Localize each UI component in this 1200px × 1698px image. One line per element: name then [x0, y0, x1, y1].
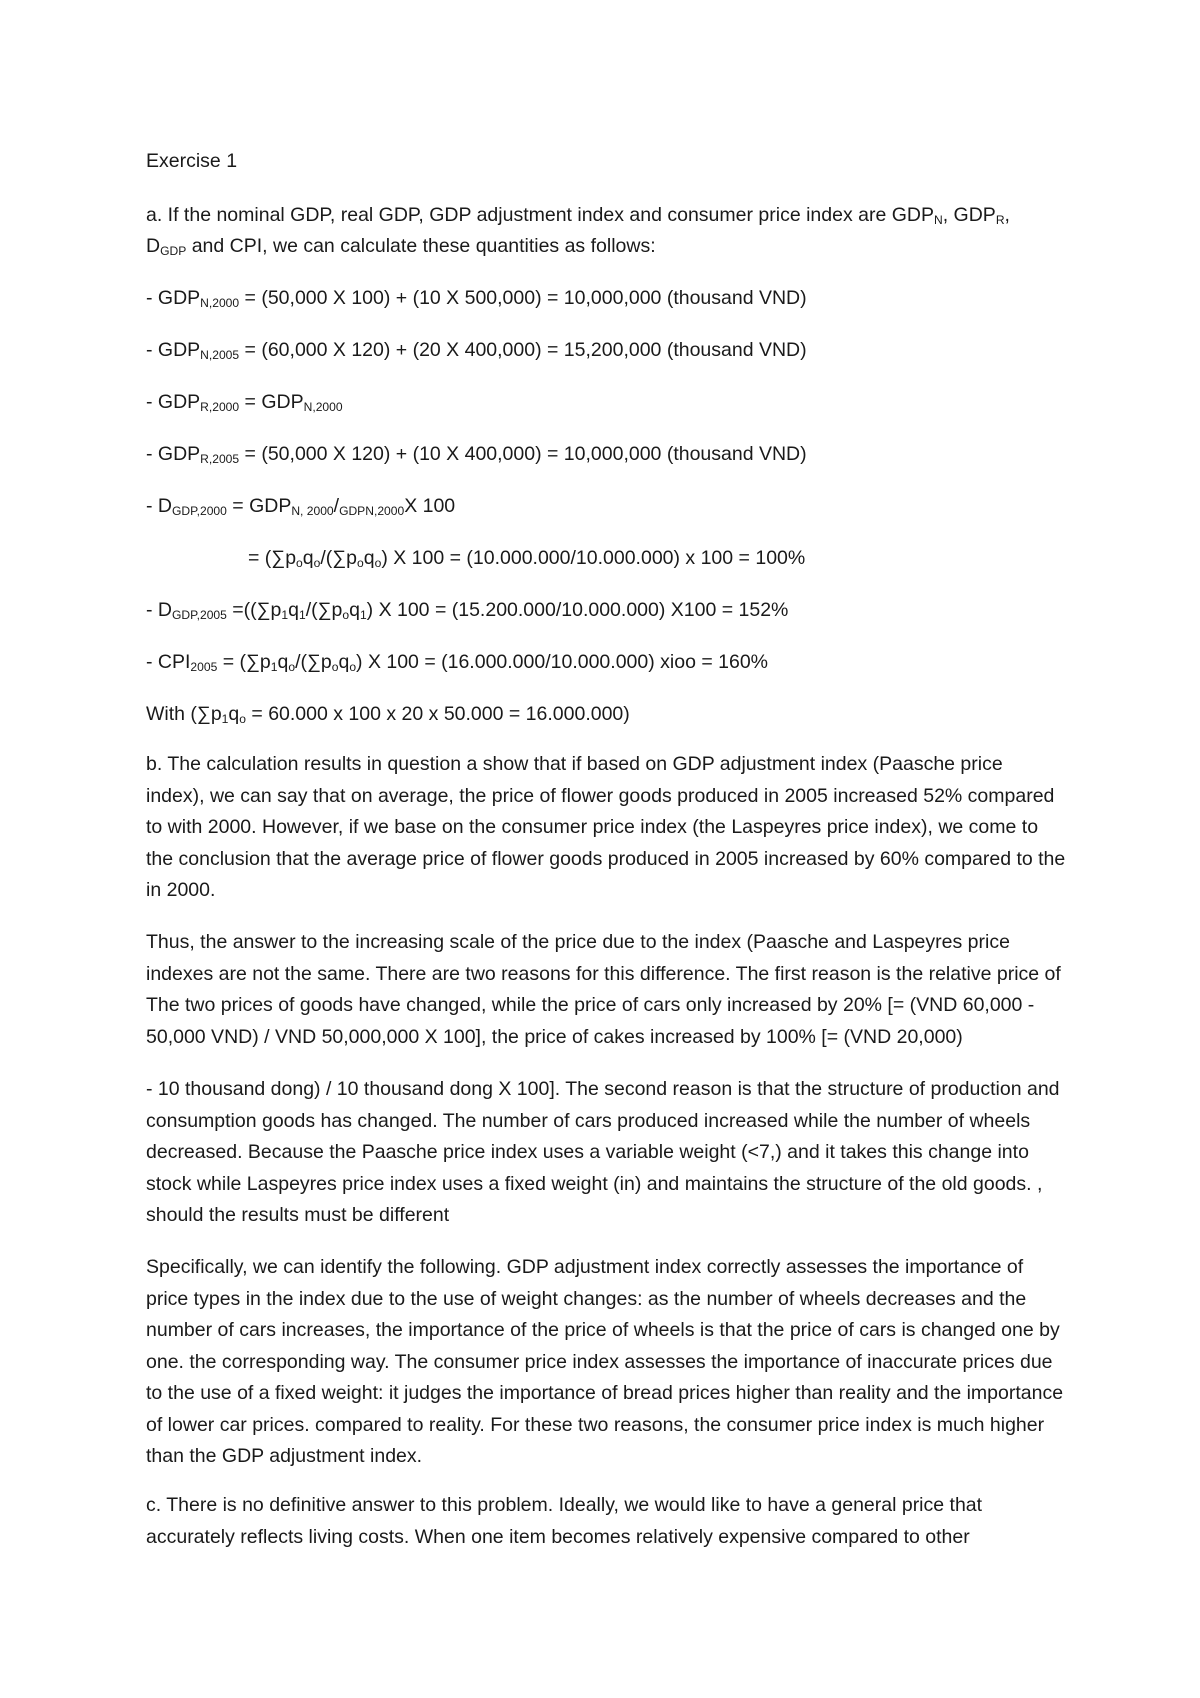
intro-line-2: $D_{GDP}$ and CPI, we can calculate these quantities as follows: — [146, 235, 656, 259]
intro-line-1: a. If the nominal GDP, real GDP, GDP adjustment index and consumer price index are $GDP_N$, $GDP_R$, — [146, 204, 1010, 228]
paragraph-b: b. The calculation results in question a show that if based on GDP adjustment index (Paasche price index), we can say that on average, the price of flower goods produced in 2005 increased 52% compared to with 2000. However, if we base on the consumer price index (the Laspeyres price index), we come to the conclusion that the average price of flower goods produced in 2005 increased by 60% compared to the in 2000. — [146, 753, 1066, 901]
equation-cpi-2005: - $CPI_{2005} = (\sum p_1q_o/(\sum p_oq_o)$ X 100 = (16.000.000/10.000.000) xioo = 160% — [146, 651, 769, 675]
paragraph-specifically: Specifically, we can identify the following. GDP adjustment index correctly assesses the importance of price types in the index due to the use of weight changes: as the number of wheels decreases and the number of cars increases, the importance of the price of wheels is that the price of cars is changed one by one. the corresponding way. The consumer price index assesses the importance of inaccurate prices due to the use of a fixed weight: it judges the importance of bread prices higher than reality and the importance of lower car prices. compared to reality. For these two reasons, the consumer price index is much higher than the GDP adjustment index. — [146, 1256, 1064, 1467]
paragraph-c: c. There is no definitive answer to this problem. Ideally, we would like to have a general price that accurately reflects living costs. When one item becomes relatively expensive compared to other — [146, 1494, 983, 1548]
paragraph-thus: Thus, the answer to the increasing scale of the price due to the index (Paasche and Laspeyres price indexes are not the same. There are two reasons for this difference. The first reason is the relative price of The two prices of goods have changed, while the price of cars only increased by 20% [= (VND 60,000 - 50,000 VND) / VND 50,000,000 X 100], the price of cakes increased by 100% [= (VND 20,000) — [146, 931, 1061, 1048]
equation-gdp-n-2005: - $GDP_{N,2005} = (60,000$ X 120) + (20 X 400,000) = 15,200,000 (thousand VND) — [146, 339, 807, 363]
equation-d-gdp-2000-expansion: = ($\sum p_oq_o/(\sum p_oq_o)$ X 100 = (10.000.000/10.000.000) x 100 = 100% — [248, 547, 806, 571]
equation-with-note: With ($\sum p_1q_o = 60.000$ x 100 x 20 x 50.000 = 16.000.000) — [146, 703, 630, 727]
equation-d-gdp-2000: - $D_{GDP,2000} = GDP_{N, 2000}/_{GDPN,2000}X$ 100 — [146, 495, 456, 519]
paragraph-continuation: - 10 thousand dong) / 10 thousand dong X 100]. The second reason is that the structure of production and consumption goods has changed. The number of cars produced increased while the number of wheels decreased. Because the Paasche price index uses a variable weight (<7,) and it takes this change into stock while Laspeyres price index uses a fixed weight (in) and maintains the structure of the old goods. , should the results must be different — [146, 1078, 1060, 1226]
equation-gdp-n-2000: - $GDP_{N,2000} = (50,000$ X 100) + (10 X 500,000) = 10,000,000 (thousand VND) — [146, 287, 807, 311]
equation-d-gdp-2005: - $D_{GDP,2005} =((\sum p_1q_1/(\sum p_oq_1)$ X 100 = (15.200.000/10.000.000) X100 = 152% — [146, 599, 789, 623]
equation-gdp-r-2000: - $GDP_{R,2000} = GDP_{N,2000}$ — [146, 391, 343, 415]
exercise-title: Exercise 1 — [146, 150, 238, 172]
equation-gdp-r-2005: - $GDP_{R,2005} = (50,000$ X 120) + (10 X 400,000) = 10,000,000 (thousand VND) — [146, 443, 807, 467]
